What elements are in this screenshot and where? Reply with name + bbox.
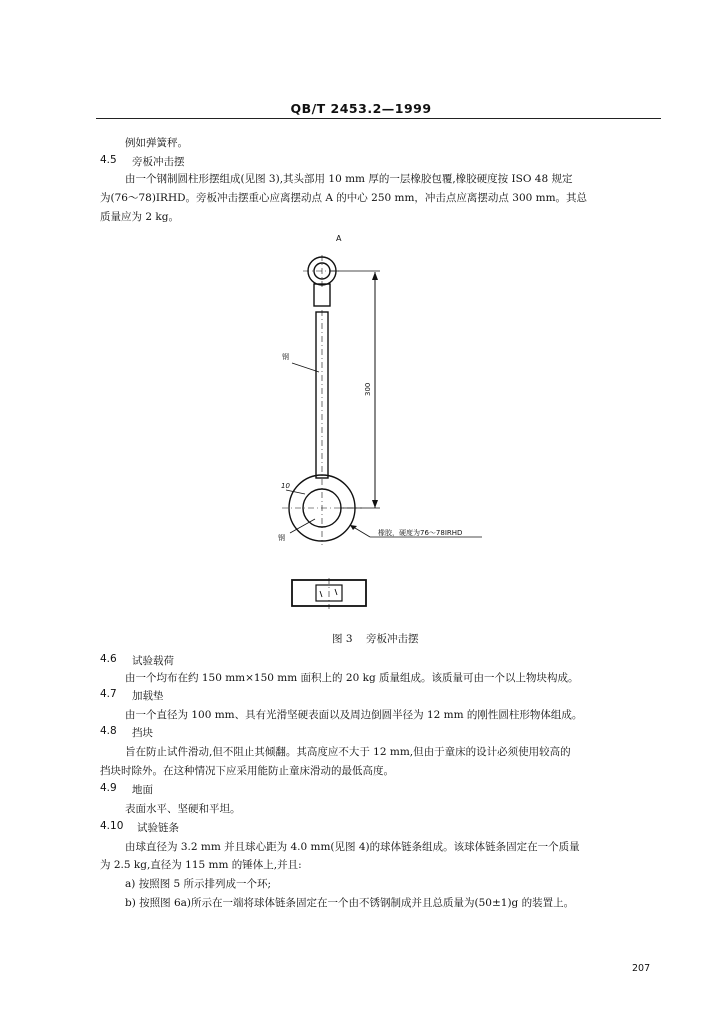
section-title-4-9: 地面 <box>132 784 153 796</box>
dimension-arrow-top <box>372 272 378 280</box>
section-title-4-8: 挡块 <box>132 727 153 739</box>
label-rubber: 橡胶，硬度为76～78IRHD <box>378 529 463 537</box>
paragraph-line: 旨在防止试件滑动,但不阻止其倾翻。其高度应不大于 12 mm,但由于童床的设计必须使用较高的 <box>125 746 571 758</box>
section-number-4-10: 4.10 <box>100 820 124 832</box>
section-number-4-7: 4.7 <box>100 688 117 700</box>
label-steel-upper: 钢 <box>282 353 289 361</box>
figure-3-caption-title: 旁板冲击摆 <box>366 633 419 645</box>
pivot-neck <box>314 284 330 306</box>
rubber-leader-arrow <box>350 525 357 530</box>
label-10: 10 <box>281 482 290 490</box>
section-number-4-5: 4.5 <box>100 154 117 166</box>
list-item-a: a) 按照图 5 所示排列成一个环; <box>125 878 272 890</box>
section-title-4-10: 试验链条 <box>137 822 179 834</box>
section-number-4-6: 4.6 <box>100 653 117 665</box>
dimension-arrow-bottom <box>372 500 378 508</box>
label-300: 300 <box>364 382 372 396</box>
paragraph-line: 由球直径为 3.2 mm 并且球心距为 4.0 mm(见图 4)的球体链条组成。该球体链条固定在一个质量 <box>125 841 580 853</box>
page-number: 207 <box>632 963 651 974</box>
paragraph-line: 为 2.5 kg,直径为 115 mm 的锤体上,并且: <box>100 859 302 871</box>
paragraph-line: 为(76～78)IRHD。旁板冲击摆重心应离摆动点 A 的中心 250 mm，冲击点应离摆动点 300 mm。其总 <box>100 192 588 204</box>
section-number-4-9: 4.9 <box>100 782 117 794</box>
paragraph-line: 由一个均布在约 150 mm×150 mm 面积上的 20 kg 质量组成。该质量可由一个以上物块构成。 <box>125 672 579 684</box>
label-a: A <box>336 234 342 243</box>
section-title-4-7: 加载垫 <box>132 690 164 702</box>
leader-steel-upper <box>292 363 319 372</box>
paragraph-line: 表面水平、坚硬和平坦。 <box>125 803 241 815</box>
section-title-4-6: 试验载荷 <box>132 655 174 667</box>
label-steel-lower: 钢 <box>278 534 285 542</box>
paragraph-line: 由一个直径为 100 mm、具有光滑坚硬表面以及周边倒圆半径为 12 mm 的刚性圆柱形物体组成。 <box>125 709 583 721</box>
continued-line: 例如弹簧秤。 <box>125 137 188 149</box>
figure-3-caption-number: 图 3 <box>332 633 353 645</box>
paragraph-line: 由一个钢制圆柱形摆组成(见图 3),其头部用 10 mm 厚的一层橡胶包覆,橡胶硬度按 ISO 48 规定 <box>125 173 573 185</box>
section-number-4-8: 4.8 <box>100 725 117 737</box>
standard-code-header: QB/T 2453.2—1999 <box>290 101 432 116</box>
paragraph-line: 挡块时除外。在这种情况下应采用能防止童床滑动的最低高度。 <box>100 765 394 777</box>
leader-10 <box>286 490 305 494</box>
paragraph-line: 质量应为 2 kg。 <box>100 211 179 223</box>
section-title-4-5: 旁板冲击摆 <box>132 156 185 168</box>
list-item-b: b) 按照图 6a)所示在一端将球体链条固定在一个由不锈钢制成并且总质量为(50±1)g 的装置上。 <box>125 897 575 909</box>
